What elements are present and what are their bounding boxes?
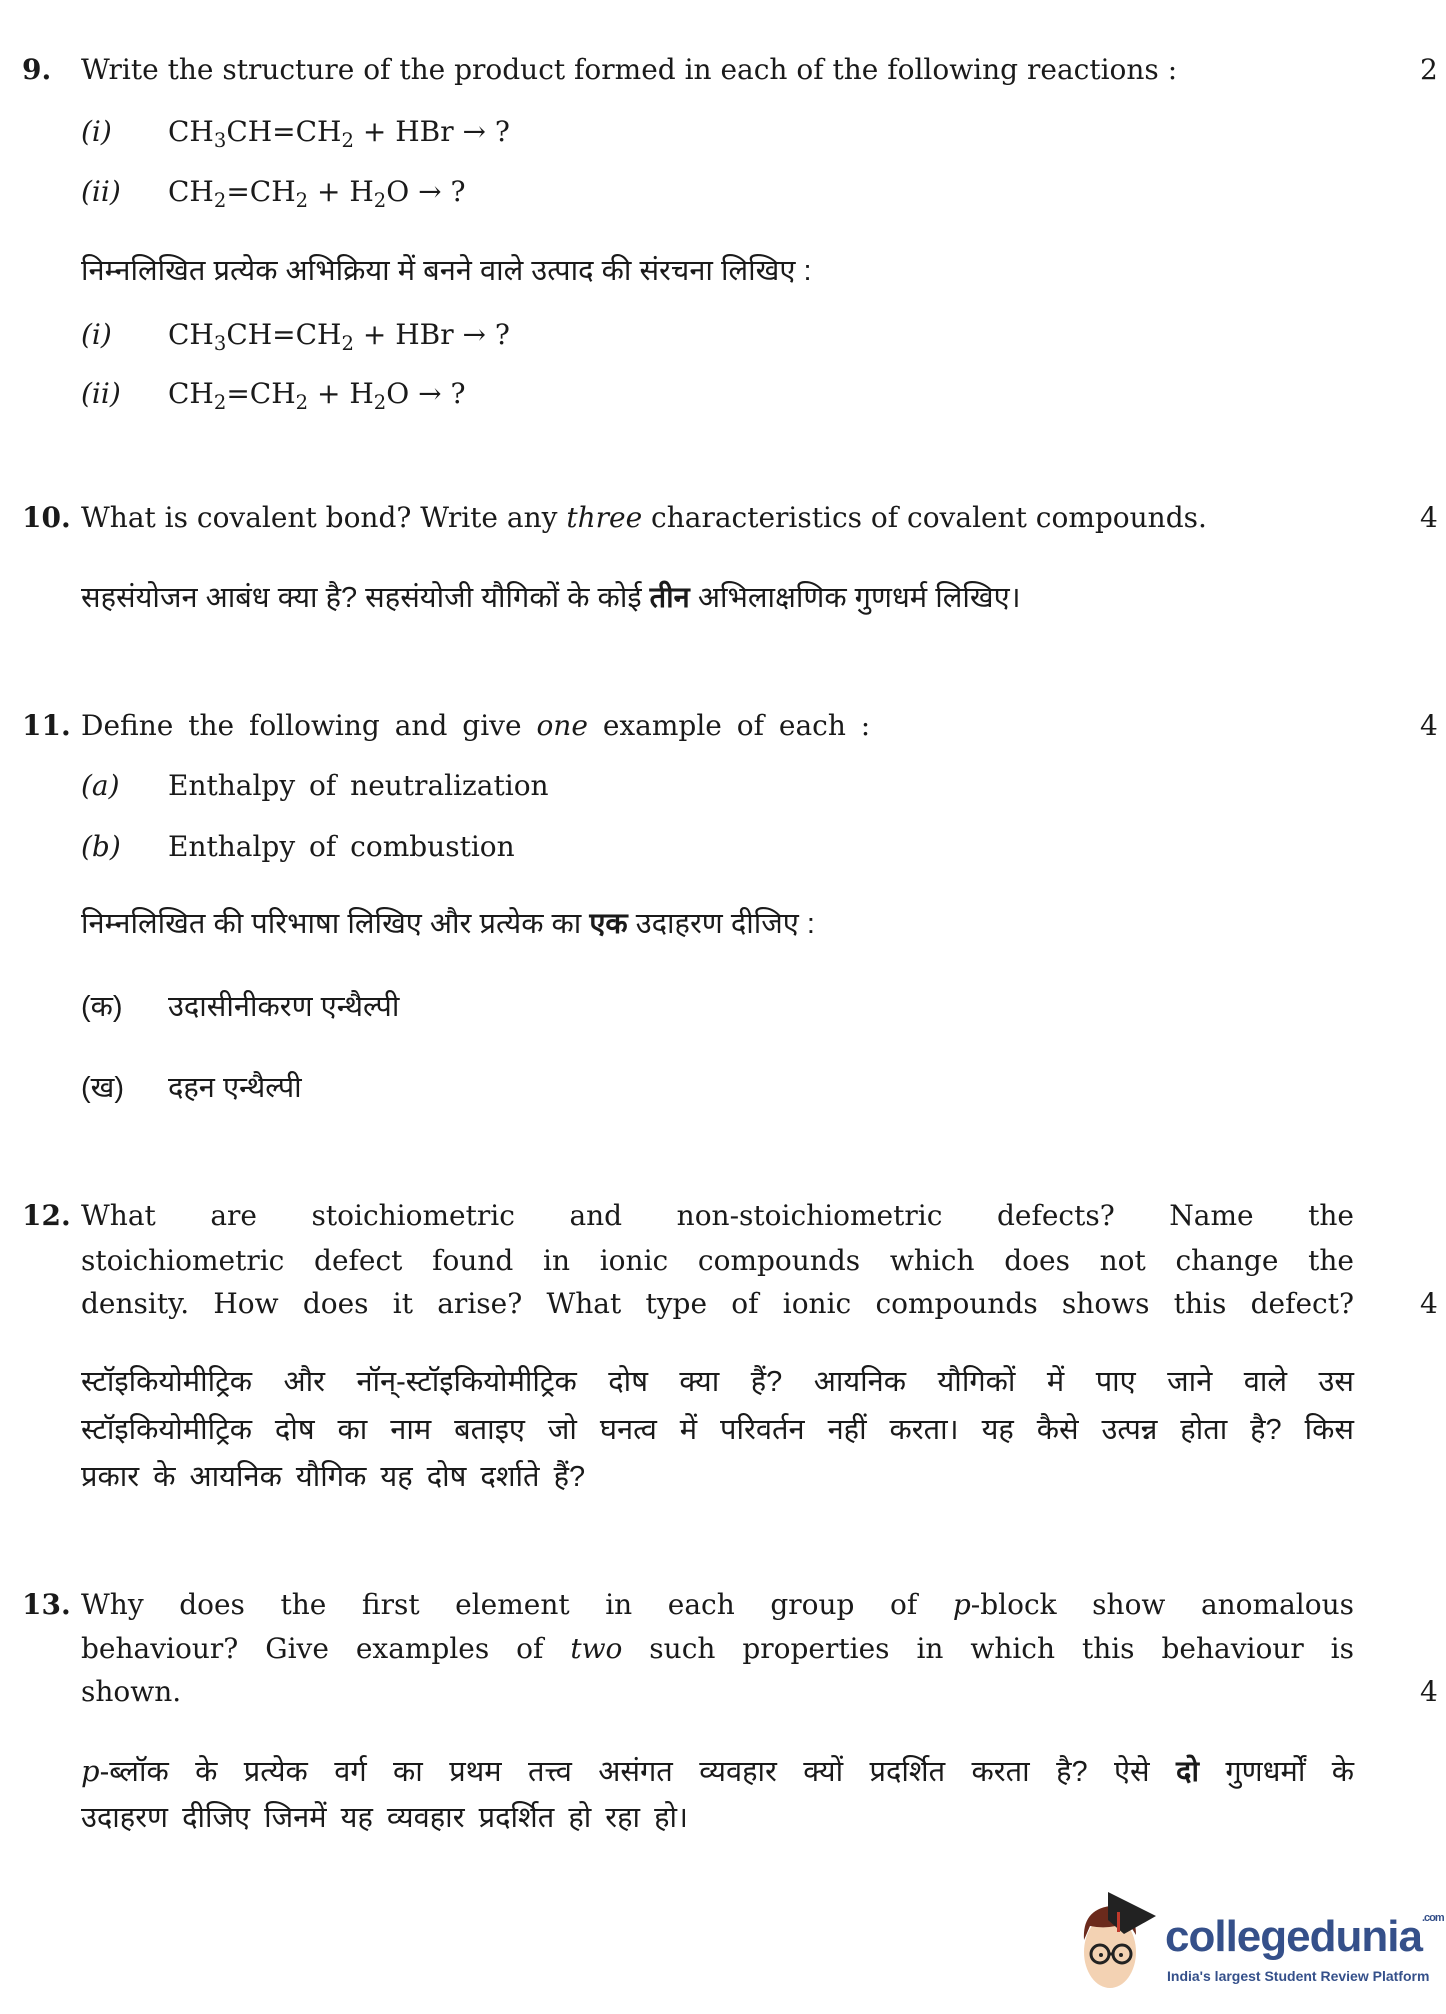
- question-13-hindi-line-2: उदाहरण दीजिए जिनमें यह व्यवहार प्रदर्शित हो रहा हो।: [81, 1802, 689, 1834]
- question-11-hindi: निम्नलिखित की परिभाषा लिखिए और प्रत्येक का एक उदाहरण दीजिए :: [81, 908, 815, 940]
- q11-hindi-part-ka-text: उदासीनीकरण एन्थैल्पी: [168, 991, 400, 1023]
- logo-tagline: India's largest Student Review Platform: [1167, 1968, 1430, 1984]
- question-number-13: 13.: [22, 1588, 71, 1621]
- q9-part-ii-label: [81, 175, 121, 209]
- question-11-marks: 4: [1420, 709, 1438, 742]
- q9-part-ii-equation: $CH_2=CH_2 + H_2O$ → ?: [168, 175, 466, 212]
- question-9-marks: 2: [1420, 53, 1438, 86]
- q11-part-a-label: (a): [81, 769, 120, 802]
- question-9-text: Write the structure of the product formed in each of the following reactions :: [81, 53, 1178, 86]
- q11-hindi-part-ka-label: (क): [81, 991, 123, 1023]
- q9-hindi-part-ii-label: (ii): [81, 377, 121, 410]
- q9-part-i-label: [81, 115, 112, 149]
- q11-part-b-label: (b): [81, 830, 121, 863]
- question-number-11: 11.: [22, 709, 71, 742]
- part-label: (ii): [81, 175, 121, 208]
- question-13-line-3: shown.: [81, 1675, 182, 1708]
- question-10-marks: 4: [1420, 501, 1438, 534]
- question-13-marks: 4: [1420, 1675, 1438, 1708]
- q9-hindi-part-i-equation: $CH_3CH=CH_2$ + HBr → ?: [168, 318, 510, 355]
- question-12-hindi-line-2: स्टॉइकियोमीट्रिक दोष का नाम बताइए जो घनत्व में परिवर्तन नहीं करता। यह कैसे उत्पन्न होता है? किस: [81, 1414, 1354, 1446]
- question-9-hindi: निम्नलिखित प्रत्येक अभिक्रिया में बनने वाले उत्पाद की संरचना लिखिए :: [81, 255, 812, 287]
- q11-hindi-part-kha-label: (ख): [81, 1072, 125, 1104]
- question-13-line-1: Why does the first element in each group of p-block show anomalous: [81, 1588, 1354, 1621]
- question-13-hindi-line-1: p-ब्लॉक के प्रत्येक वर्ग का प्रथम तत्त्व असंगत व्यवहार क्यों प्रदर्शित करता है? ऐसे दो गुणधर्मों के: [81, 1754, 1355, 1788]
- logo-brand-text: collegedunia$^{.com}$: [1165, 1912, 1444, 1961]
- question-13-line-2: behaviour? Give examples of two such properties in which this behaviour is: [81, 1632, 1354, 1665]
- question-12-marks: 4: [1420, 1287, 1438, 1320]
- q11-hindi-part-kha-text: दहन एन्थैल्पी: [168, 1072, 302, 1104]
- q11-part-b-text: Enthalpy of combustion: [168, 830, 515, 863]
- question-number-10: 10.: [22, 501, 71, 534]
- q11-part-a-text: Enthalpy of neutralization: [168, 769, 549, 802]
- question-10-text: What is covalent bond? Write any three characteristics of covalent compounds.: [81, 501, 1207, 534]
- question-12-line-3: density. How does it arise? What type of ionic compounds shows this defect?: [81, 1287, 1354, 1320]
- part-label: (i): [81, 115, 112, 148]
- question-11-text: Define the following and give one example of each :: [81, 709, 871, 742]
- question-10-hindi: सहसंयोजन आबंध क्या है? सहसंयोजी यौगिकों के कोई तीन अभिलाक्षणिक गुणधर्म लिखिए।: [81, 582, 1021, 614]
- q9-part-i-equation: $CH_3CH=CH_2$ + HBr → ?: [168, 115, 510, 152]
- question-12-line-2: stoichiometric defect found in ionic compounds which does not change the: [81, 1244, 1354, 1277]
- question-12-line-1: What are stoichiometric and non-stoichiometric defects? Name the: [81, 1199, 1354, 1232]
- question-number-9: 9.: [22, 53, 52, 86]
- question-number-12: 12.: [22, 1199, 71, 1232]
- q9-hindi-part-ii-equation: $CH_2=CH_2 + H_2O$ → ?: [168, 377, 466, 414]
- student-mascot-icon: [1070, 1890, 1160, 2000]
- q9-hindi-part-i-label: (i): [81, 318, 112, 351]
- question-12-hindi-line-3: प्रकार के आयनिक यौगिक यह दोष दर्शाते हैं?: [81, 1461, 586, 1493]
- question-12-hindi-line-1: स्टॉइकियोमीट्रिक और नॉन्-स्टॉइकियोमीट्रिक दोष क्या हैं? आयनिक यौगिकों में पाए जाने वाले उस: [81, 1366, 1354, 1398]
- collegedunia-logo: [1070, 1890, 1444, 2000]
